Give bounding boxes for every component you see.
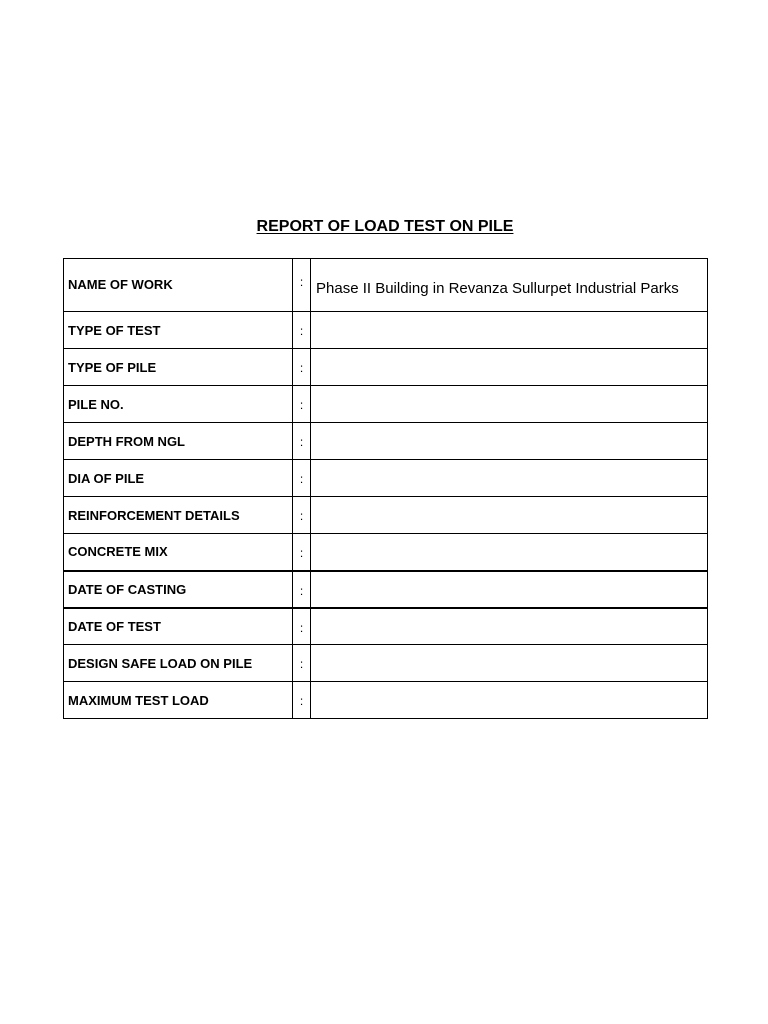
table-row-maximum-test-load: [64, 682, 708, 719]
row-value: [311, 423, 708, 460]
table-row-date-of-casting: [64, 571, 708, 608]
row-value: [311, 682, 708, 719]
row-label: DATE OF CASTING: [64, 571, 293, 608]
row-label: DEPTH FROM NGL: [64, 423, 293, 460]
table-row-pile-no: [64, 386, 708, 423]
row-value: [311, 386, 708, 423]
row-separator: :: [293, 349, 311, 386]
table-row-dia-of-pile: [64, 460, 708, 497]
row-separator: :: [293, 534, 311, 571]
row-label: TYPE OF TEST: [64, 312, 293, 349]
row-label: NAME OF WORK: [64, 259, 293, 312]
table-row-name-of-work: [64, 259, 708, 312]
row-value: Phase II Building in Revanza Sullurpet Industrial Parks: [311, 259, 708, 312]
row-separator: :: [293, 423, 311, 460]
row-value: [311, 571, 708, 608]
row-separator: :: [293, 571, 311, 608]
row-value: [311, 349, 708, 386]
row-separator: :: [293, 312, 311, 349]
table-row-type-of-pile: [64, 349, 708, 386]
row-label: PILE NO.: [64, 386, 293, 423]
row-label: DATE OF TEST: [64, 608, 293, 645]
row-label: DIA OF PILE: [64, 460, 293, 497]
row-separator: :: [293, 460, 311, 497]
table-row-depth-from-ngl: [64, 423, 708, 460]
row-label: MAXIMUM TEST LOAD: [64, 682, 293, 719]
row-separator: :: [293, 608, 311, 645]
table-row-type-of-test: [64, 312, 708, 349]
row-label: REINFORCEMENT DETAILS: [64, 497, 293, 534]
table-row-concrete-mix: [64, 534, 708, 571]
report-table: [63, 258, 708, 719]
row-value: [311, 645, 708, 682]
row-value: [311, 534, 708, 571]
row-separator: :: [293, 497, 311, 534]
row-label: CONCRETE MIX: [64, 534, 293, 571]
row-value: [311, 312, 708, 349]
row-value: [311, 460, 708, 497]
table-row-date-of-test: [64, 608, 708, 645]
report-title: REPORT OF LOAD TEST ON PILE: [256, 218, 514, 235]
table-row-reinforcement-details: [64, 497, 708, 534]
row-separator: :: [293, 645, 311, 682]
row-separator: :: [293, 682, 311, 719]
row-label: TYPE OF PILE: [64, 349, 293, 386]
row-separator: :: [293, 386, 311, 423]
row-value: [311, 497, 708, 534]
row-separator: :: [293, 259, 311, 312]
row-label: DESIGN SAFE LOAD ON PILE: [64, 645, 293, 682]
row-value: [311, 608, 708, 645]
table-row-design-safe-load-on-pile: [64, 645, 708, 682]
